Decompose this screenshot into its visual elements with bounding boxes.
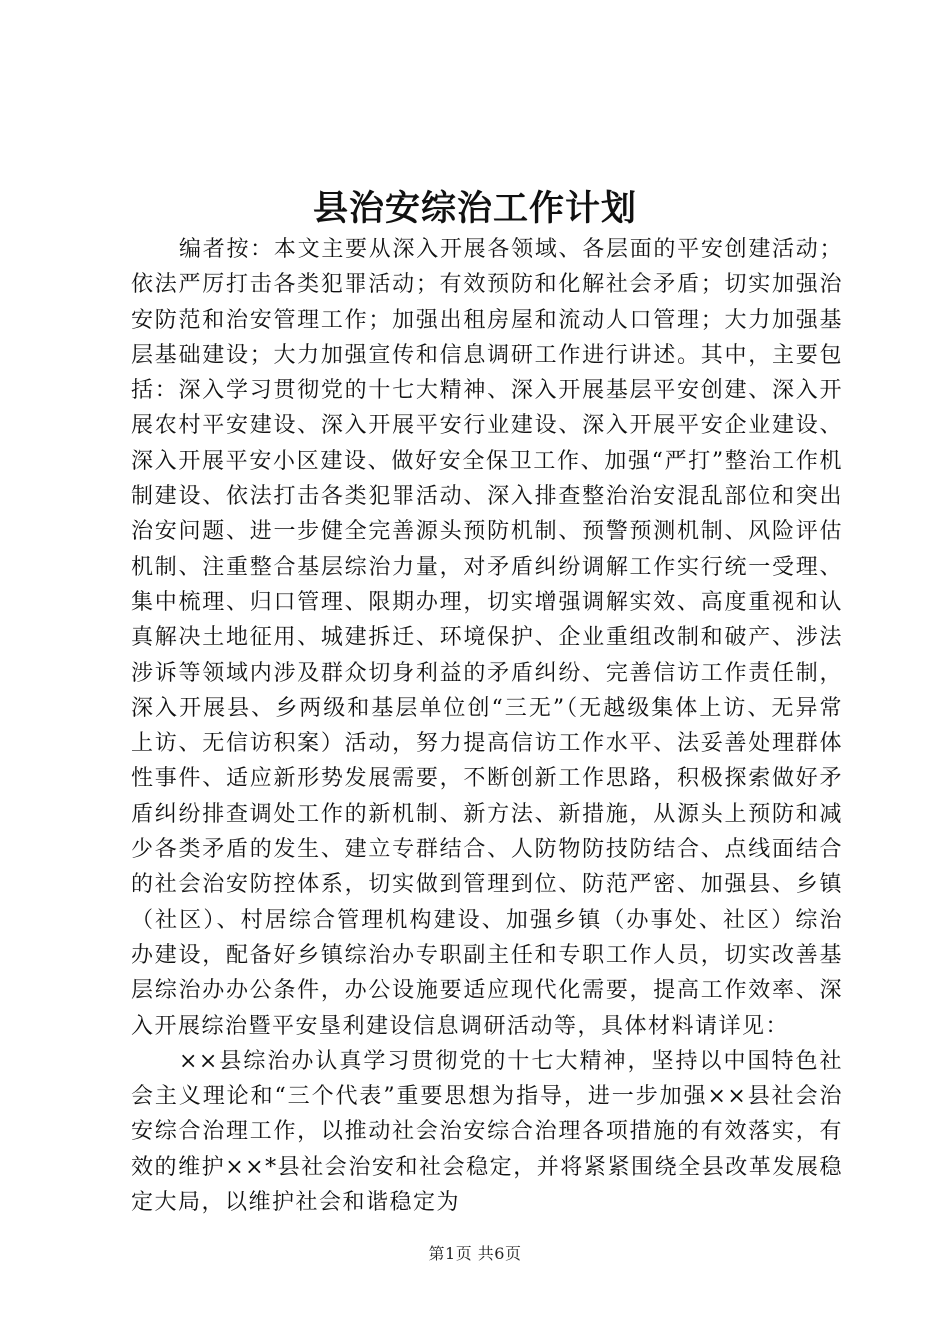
editor-note-paragraph: 编者按：本文主要从深入开展各领域、各层面的平安创建活动；依法严厉打击各类犯罪活动；有效预防和化解社会矛盾；切实加强治安防范和治安管理工作；加强出租房屋和流动人口管理；大力加强基层基础建设；大力加强宣传和信息调研工作进行讲述。其中，主要包括：深入学习贯彻党的十七大精神、深入开展基层平安创建、深入开展农村平安建设、深入开展平安行业建设、深入开展平安企业建设、深入开展平安小区建设、做好安全保卫工作、加强“严打”整治工作机制建设、依法打击各类犯罪活动、深入排查整治治安混乱部位和突出治安问题、进一步健全完善源头预防机制、预警预测机制、风险评估机制、注重整合基层综治力量，对矛盾纠纷调解工作实行统一受理、集中梳理、归口管理、限期办理，切实增强调解实效、高度重视和认真解决土地征用、城建拆迁、环境保护、企业重组改制和破产、涉法涉诉等领域内涉及群众切身利益的矛盾纠纷、完善信访工作责任制，深入开展县、乡两级和基层单位创“三无”（无越级集体上访、无异常上访、无信访积案）活动，努力提高信访工作水平、法妥善处理群体性事件、适应新形势发展需要，不断创新工作思路，积极探索做好矛盾纠纷排查调处工作的新机制、新方法、新措施，从源头上预防和减少各类矛盾的发生、建立专群结合、人防物防技防结合、点线面结合的社会治安防控体系，切实做到管理到位、防范严密、加强县、乡镇（社区）、村居综合管理机构建设、加强乡镇（办事处、社区）综治办建设，配备好乡镇综治办专职副主任和专职工作人员，切实改善基层综治办办公条件，办公设施要适应现代化需要，提高工作效率、深入开展综治暨平安垦利建设信息调研活动等，具体材料请详见：: [131, 237, 843, 1039]
body-paragraph: ××县综治办认真学习贯彻党的十七大精神，坚持以中国特色社会主义理论和“三个代表”重要思想为指导，进一步加强××县社会治安综合治理工作，以推动社会治安综合治理各项措施的有效落实，有效的维护××*县社会治安和社会稳定，并将紧紧围绕全县改革发展稳定大局，以维护社会和谐稳定为: [131, 1048, 843, 1216]
page-number-footer: 第1页 共6页: [428, 1244, 522, 1263]
document-title: 县治安综治工作计划: [312, 188, 637, 229]
document-body: [131, 232, 843, 1220]
